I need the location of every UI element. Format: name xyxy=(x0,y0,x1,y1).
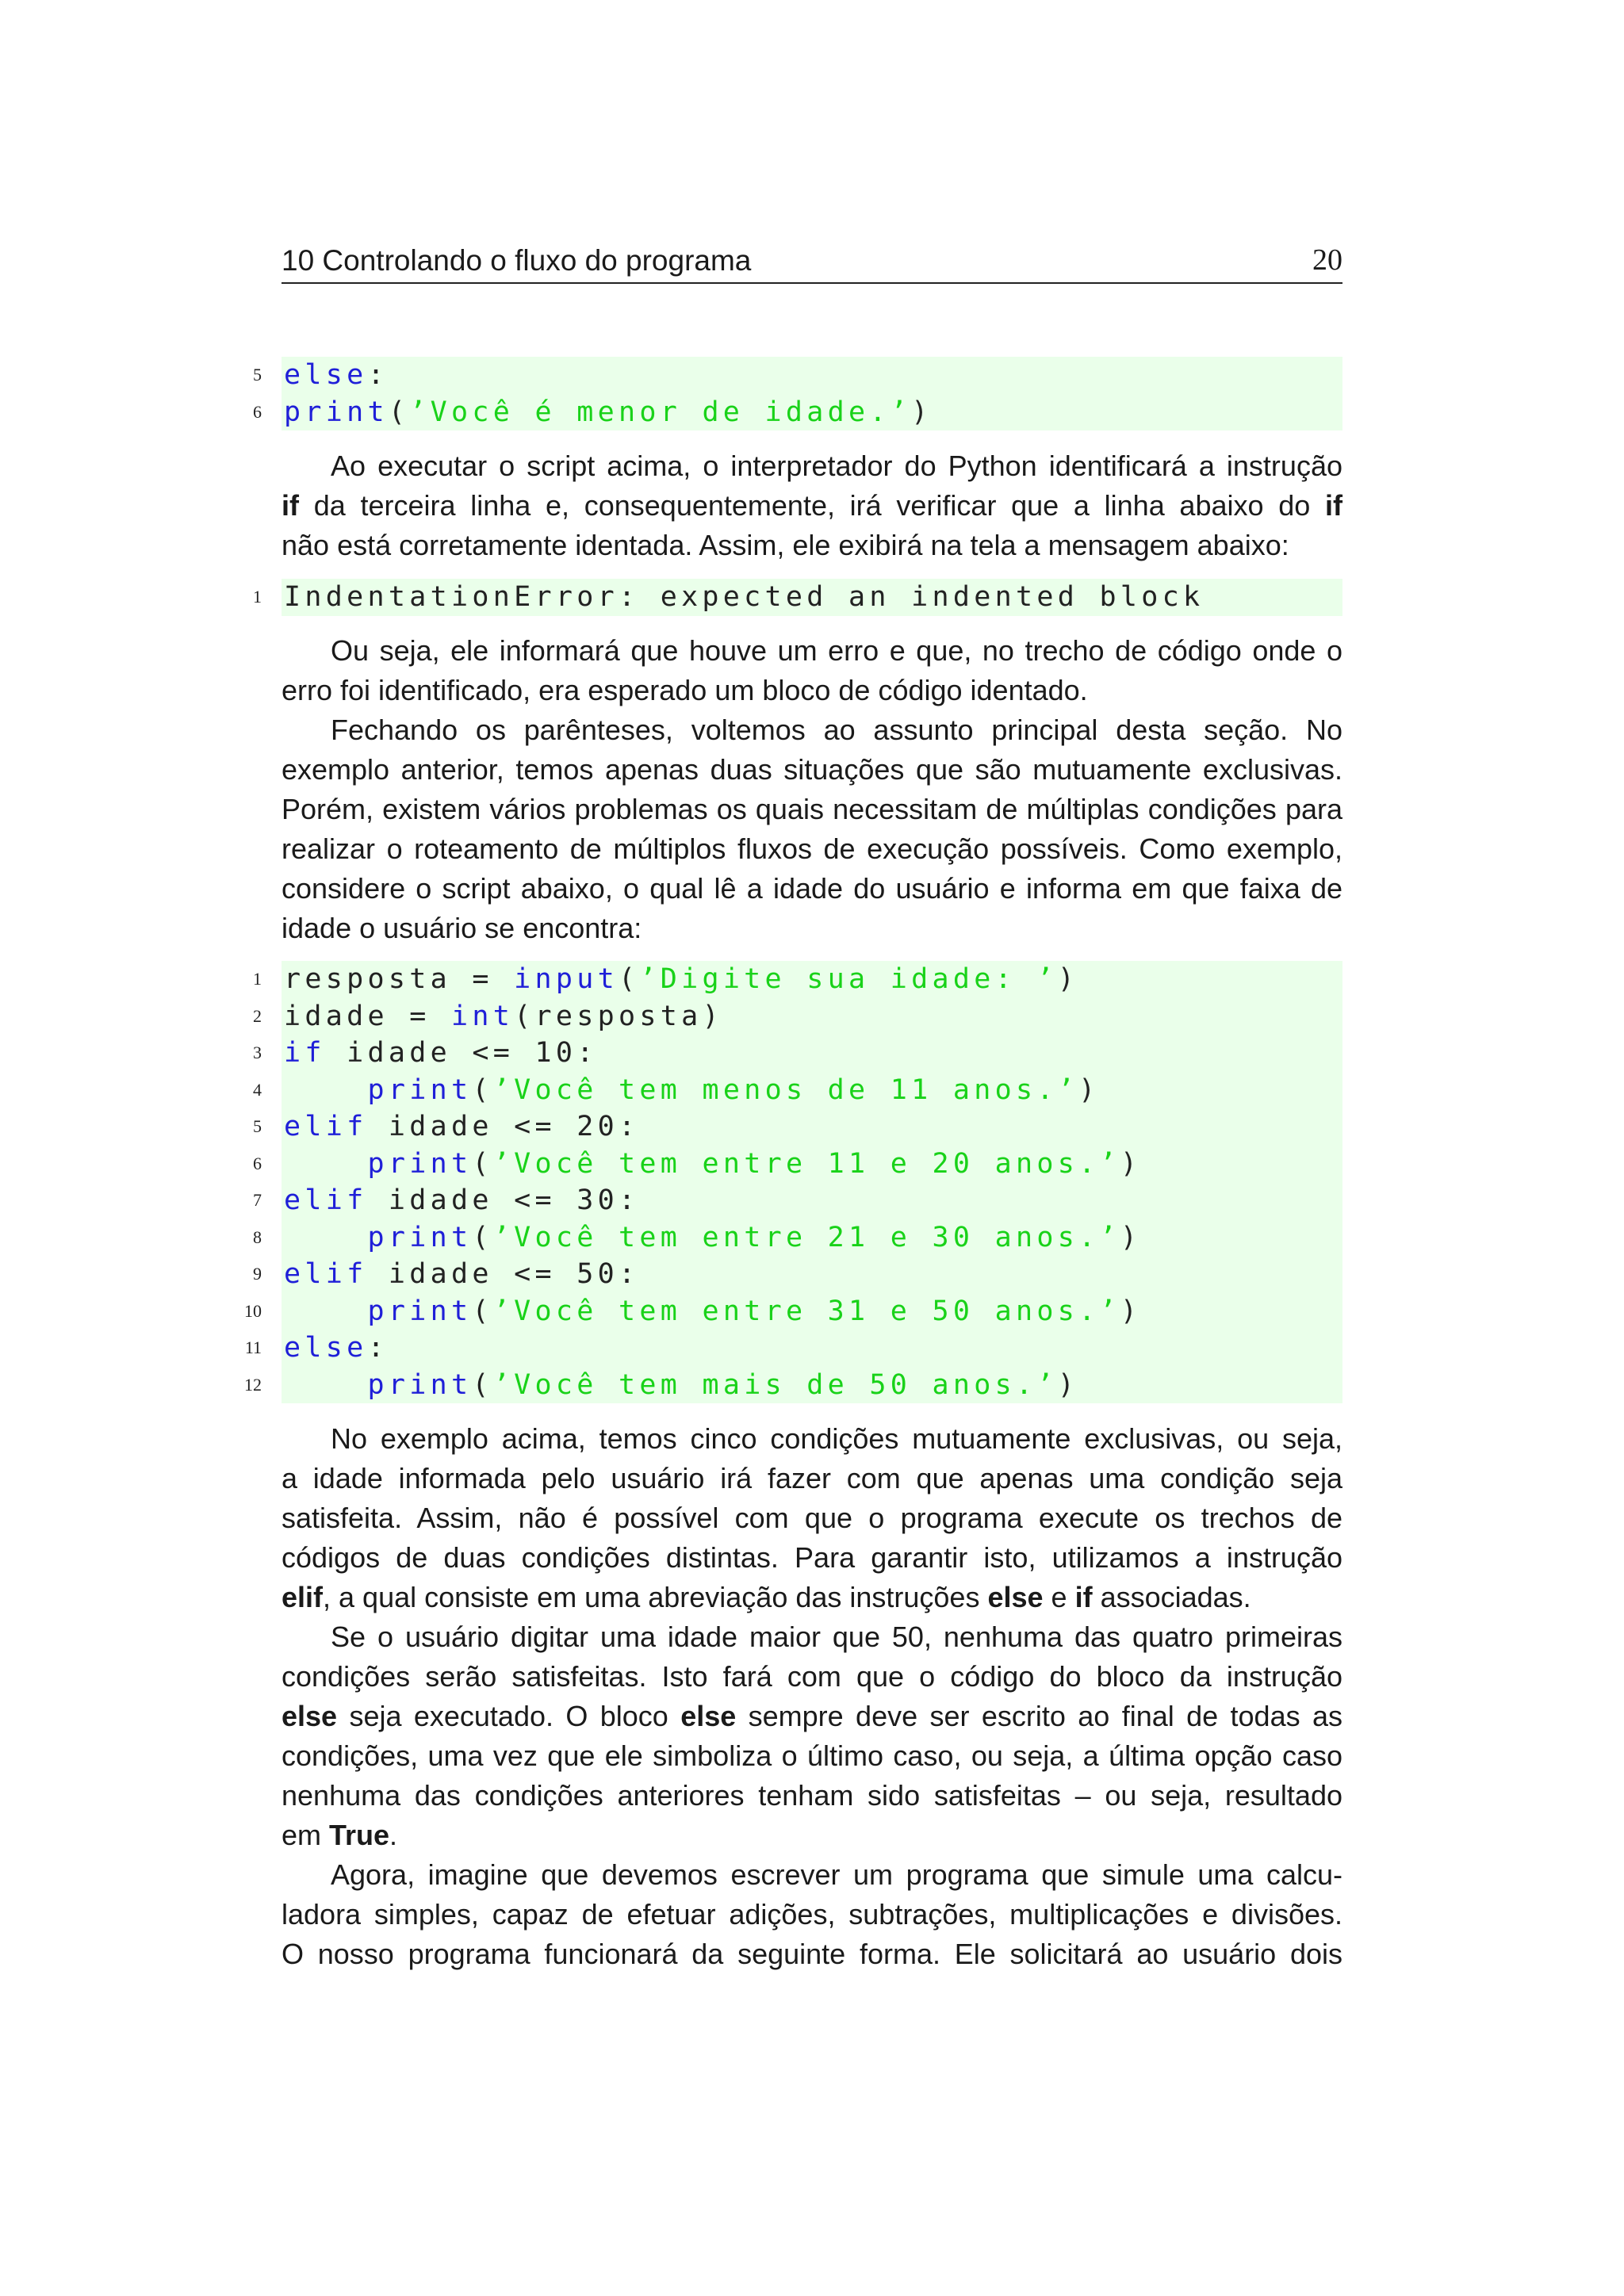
code-text xyxy=(284,579,1204,616)
code-token xyxy=(284,1222,368,1253)
code-block-error-message xyxy=(253,579,1342,616)
code-line xyxy=(253,394,1342,431)
line-number: 5 xyxy=(253,1116,262,1136)
line-number: 3 xyxy=(253,1043,262,1062)
text-line: Ou seja, ele informará que houve um erro e que, no trecho de código onde o xyxy=(331,634,1342,667)
code-token: IndentationError: expected an indented block xyxy=(284,581,1205,613)
code-token: ( xyxy=(388,396,410,428)
code-keyword: print xyxy=(284,396,389,428)
code-text xyxy=(284,998,723,1035)
paragraph-indentation-explanation xyxy=(282,446,1342,565)
inline-keyword: if xyxy=(282,489,299,522)
text-line: não está corretamente identada. Assim, ele exibirá na tela a mensagem abaixo: xyxy=(282,529,1289,561)
inline-keyword: if xyxy=(1325,489,1342,522)
inline-keyword: if xyxy=(1074,1581,1093,1613)
code-text xyxy=(284,1330,389,1367)
line-number: 7 xyxy=(253,1190,262,1210)
text-line: idade o usuário se encontra: xyxy=(282,912,642,944)
code-token: : xyxy=(367,359,389,391)
code-text xyxy=(284,1219,1141,1257)
text-line: O nosso programa funcionará da seguinte forma. Ele solicitará ao usuário dois xyxy=(282,1938,1342,1970)
line-number: 1 xyxy=(253,587,262,607)
code-line xyxy=(253,1146,1342,1183)
text-line: exemplo anterior, temos apenas duas situações que são mutuamente exclusivas. xyxy=(282,753,1342,786)
code-token: idade <= 50: xyxy=(367,1258,640,1290)
code-token: ( xyxy=(472,1221,493,1253)
text-line: else seja executado. O bloco else sempre deve ser escrito ao final de todas as xyxy=(282,1700,1342,1732)
code-text xyxy=(284,1182,639,1219)
paragraph-calculator-intro xyxy=(282,1855,1342,1974)
code-block-else xyxy=(253,357,1342,430)
code-token: ) xyxy=(1120,1295,1142,1327)
inline-keyword: else xyxy=(680,1700,737,1732)
paragraph-else-explanation xyxy=(282,1617,1342,1855)
text-line: ladora simples, capaz de efetuar adições, subtrações, multiplicações e divisões. xyxy=(282,1898,1342,1931)
text-line: condições, uma vez que ele simboliza o último caso, ou seja, a última opção caso xyxy=(282,1739,1342,1772)
code-line xyxy=(253,961,1342,998)
code-text xyxy=(284,1035,598,1072)
code-line xyxy=(253,357,1342,394)
paragraph-error-meaning xyxy=(282,631,1342,710)
page-number: 20 xyxy=(1312,243,1342,277)
code-line xyxy=(253,1219,1342,1257)
text-line: em True. xyxy=(282,1819,398,1851)
text-line: satisfeita. Assim, não é possível com que o programa execute os trechos de xyxy=(282,1502,1342,1534)
inline-keyword: else xyxy=(987,1581,1044,1613)
line-number: 6 xyxy=(253,401,262,422)
code-token: : xyxy=(367,1332,389,1364)
code-token: ( xyxy=(472,1073,493,1106)
code-string: ’Você tem entre 21 e 30 anos.’ xyxy=(492,1221,1120,1253)
text-line: Porém, existem vários problemas os quais necessitam de múltiplas condições para xyxy=(282,793,1342,825)
text-line: No exemplo acima, temos cinco condições mutuamente exclusivas, ou seja, xyxy=(331,1422,1342,1455)
code-string: ’Você tem menos de 11 anos.’ xyxy=(492,1073,1079,1106)
code-keyword: int xyxy=(450,1000,515,1032)
code-string: ’Você tem entre 11 e 20 anos.’ xyxy=(492,1147,1120,1180)
code-token: ) xyxy=(1120,1221,1142,1253)
code-token: ) xyxy=(1120,1147,1142,1180)
code-string: ’Você é menor de idade.’ xyxy=(409,396,912,428)
text-line: erro foi identificado, era esperado um bloco de código identado. xyxy=(282,674,1088,706)
code-line xyxy=(244,1367,1342,1404)
code-text xyxy=(284,1256,639,1293)
line-number: 1 xyxy=(253,969,262,989)
text-line: Fechando os parênteses, voltemos ao assunto principal desta seção. No xyxy=(331,714,1342,746)
code-token: resposta = xyxy=(284,963,515,995)
code-text xyxy=(284,1108,639,1146)
code-line xyxy=(244,1293,1342,1330)
code-string: ’Você tem mais de 50 anos.’ xyxy=(492,1368,1058,1401)
code-token: ( xyxy=(618,963,640,995)
code-token: (resposta) xyxy=(514,1000,723,1032)
code-token xyxy=(284,1369,368,1401)
code-line xyxy=(253,1108,1342,1146)
code-keyword: print xyxy=(367,1221,473,1253)
code-token: ( xyxy=(472,1147,493,1180)
chapter-title: 10 Controlando o fluxo do programa xyxy=(282,244,752,277)
code-token: idade = xyxy=(284,1000,451,1032)
code-text xyxy=(284,1293,1141,1330)
code-keyword: elif xyxy=(284,1111,368,1142)
code-token: ) xyxy=(1057,963,1079,995)
code-token xyxy=(284,1148,368,1180)
code-string: ’Digite sua idade: ’ xyxy=(639,963,1058,995)
code-text xyxy=(284,1146,1141,1183)
code-token xyxy=(284,1074,368,1106)
code-keyword: print xyxy=(367,1147,473,1180)
code-block-age-ranges xyxy=(244,961,1342,1403)
code-line xyxy=(253,1256,1342,1293)
line-number: 8 xyxy=(253,1226,262,1247)
text-line: considere o script abaixo, o qual lê a idade do usuário e informa em que faixa de xyxy=(282,872,1342,905)
code-line xyxy=(253,1072,1342,1109)
code-token: ) xyxy=(1057,1368,1079,1401)
code-text xyxy=(284,357,389,394)
line-number: 11 xyxy=(244,1337,262,1357)
code-token: idade <= 20: xyxy=(367,1111,640,1142)
code-token: idade <= 30: xyxy=(367,1184,640,1216)
text-line: realizar o roteamento de múltiplos fluxos de execução possíveis. Como exemplo, xyxy=(282,832,1342,865)
inline-keyword: elif xyxy=(282,1581,324,1613)
line-number: 12 xyxy=(244,1374,262,1395)
line-number: 9 xyxy=(253,1264,262,1284)
code-line xyxy=(244,1330,1342,1367)
running-header xyxy=(282,243,1342,284)
code-text xyxy=(284,961,1078,998)
code-token xyxy=(284,1295,368,1327)
code-token: ) xyxy=(1078,1073,1100,1106)
line-number: 10 xyxy=(244,1300,262,1321)
inline-keyword: else xyxy=(282,1700,338,1732)
paragraph-multiple-conditions xyxy=(282,710,1342,948)
code-keyword: input xyxy=(514,963,619,995)
code-line xyxy=(253,998,1342,1035)
code-token: ( xyxy=(472,1295,493,1327)
text-line: if da terceira linha e, consequentemente, irá verificar que a linha abaixo do if xyxy=(282,489,1342,522)
code-keyword: print xyxy=(367,1295,473,1327)
code-keyword: elif xyxy=(284,1184,368,1216)
code-text xyxy=(284,394,933,431)
code-string: ’Você tem entre 31 e 50 anos.’ xyxy=(492,1295,1120,1327)
text-line: códigos de duas condições distintas. Para garantir isto, utilizamos a instrução xyxy=(282,1541,1342,1574)
line-number: 6 xyxy=(253,1153,262,1173)
code-text xyxy=(284,1367,1078,1404)
code-text xyxy=(284,1072,1100,1109)
code-keyword: print xyxy=(367,1073,473,1106)
code-keyword: if xyxy=(284,1037,326,1069)
text-line: Se o usuário digitar uma idade maior que 50, nenhuma das quatro primeiras xyxy=(331,1621,1342,1653)
code-line xyxy=(253,579,1342,616)
code-token: ) xyxy=(911,396,933,428)
line-number: 5 xyxy=(253,365,262,385)
code-token: idade <= 10: xyxy=(325,1037,598,1069)
text-line: Agora, imagine que devemos escrever um programa que simule uma calcu- xyxy=(331,1858,1342,1891)
code-token: ( xyxy=(472,1368,493,1401)
text-line: Ao executar o script acima, o interpretador do Python identificará a instrução xyxy=(331,450,1342,482)
text-line: nenhuma das condições anteriores tenham sido satisfeitas – ou seja, resultado xyxy=(282,1779,1342,1812)
line-number: 4 xyxy=(253,1079,262,1100)
code-keyword: print xyxy=(367,1368,473,1401)
code-keyword: else xyxy=(284,1332,368,1364)
code-line xyxy=(253,1182,1342,1219)
text-line: condições serão satisfeitas. Isto fará com que o código do bloco da instrução xyxy=(282,1660,1342,1693)
inline-keyword: True xyxy=(329,1819,390,1851)
code-line xyxy=(253,1035,1342,1072)
line-number: 2 xyxy=(253,1005,262,1026)
text-line: elif, a qual consiste em uma abreviação das instruções else e if associadas. xyxy=(282,1581,1251,1613)
code-keyword: else xyxy=(284,359,368,391)
code-keyword: elif xyxy=(284,1258,368,1290)
text-line: a idade informada pelo usuário irá fazer com que apenas uma condição seja xyxy=(282,1462,1342,1494)
paragraph-elif-explanation xyxy=(282,1419,1342,1617)
